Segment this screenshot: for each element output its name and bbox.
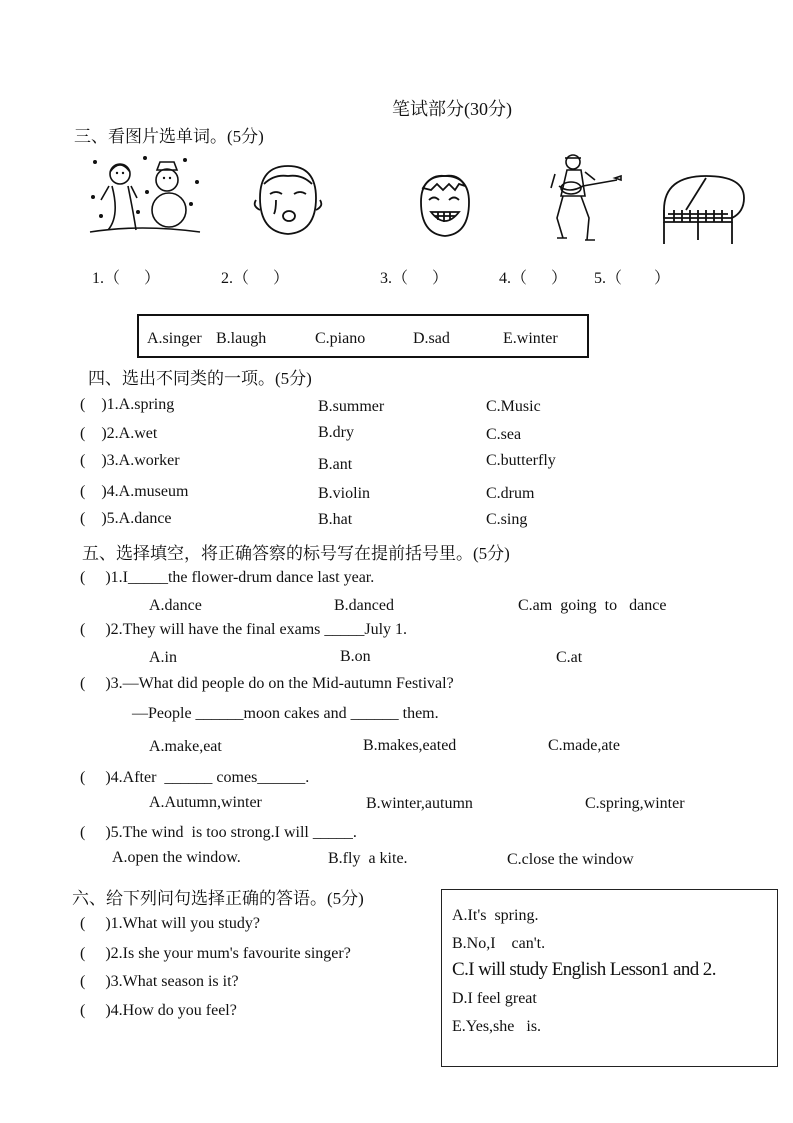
crying-face-picture (250, 160, 326, 240)
s4-row-3-c: C.butterfly (486, 452, 556, 469)
guitar-singer-picture (545, 152, 625, 252)
section-3-heading: 三、看图片选单词。(5分) (74, 127, 264, 146)
s5-q4-stem: ( )4.After ______ comes______. (80, 769, 310, 786)
laughing-face-picture (413, 172, 475, 242)
s5-q1-stem: ( )1.I_____the flower-drum dance last year. (80, 569, 375, 586)
s4-row-1-question: ( )1.A.spring (80, 396, 175, 413)
answer-blank-3[interactable]: 3.（ ） (380, 270, 449, 287)
option-c: C.piano (315, 330, 366, 347)
answer-blank-4[interactable]: 4.（ ） (499, 270, 568, 287)
s4-row-3-b: B.ant (318, 456, 353, 473)
s6-answer-e: E.Yes,she is. (452, 1018, 542, 1035)
s4-row-5-b: B.hat (318, 511, 353, 528)
s6-question-4: ( )4.How do you feel? (80, 1002, 237, 1019)
s5-q4-c: C.spring,winter (585, 795, 685, 812)
piano-picture (660, 170, 750, 250)
s5-q2-c: C.at (556, 649, 583, 666)
s4-row-3-question: ( )3.A.worker (80, 452, 180, 469)
s5-q3-stem: ( )3.—What did people do on the Mid-autumn Festival? (80, 675, 454, 692)
s6-answer-b: B.No,I can't. (452, 935, 546, 952)
s6-answer-d: D.I feel great (452, 990, 537, 1007)
s6-question-2: ( )2.Is she your mum's favourite singer? (80, 945, 351, 962)
s5-q5-c: C.close the window (507, 851, 634, 868)
s5-q2-b: B.on (340, 648, 371, 665)
s6-answer-c: C.I will study English Lesson1 and 2. (452, 959, 716, 980)
s4-row-4-c: C.drum (486, 485, 535, 502)
option-a: A.singer (147, 330, 202, 347)
s4-row-5-question: ( )5.A.dance (80, 510, 172, 527)
s5-q1-c: C.am going to dance (518, 597, 667, 614)
section-6-heading: 六、给下列问句选择正确的答语。(5分) (72, 889, 364, 908)
s5-q3-a: A.make,eat (149, 738, 222, 755)
s5-q3-b: B.makes,eated (363, 737, 457, 754)
s4-row-2-c: C.sea (486, 426, 522, 443)
s5-q5-stem: ( )5.The wind is too strong.I will _____. (80, 824, 357, 841)
s4-row-2-b: B.dry (318, 424, 354, 441)
s6-question-1: ( )1.What will you study? (80, 915, 260, 932)
s6-answer-a: A.It's spring. (452, 907, 539, 924)
page-title: 笔试部分(30分) (392, 99, 512, 119)
s6-question-3: ( )3.What season is it? (80, 973, 239, 990)
snowman-winter-picture (85, 152, 205, 242)
s5-q5-a: A.open the window. (112, 849, 241, 866)
s4-row-1-c: C.Music (486, 398, 541, 415)
s4-row-4-b: B.violin (318, 485, 371, 502)
s5-q3-stem2: —People ______moon cakes and ______ them. (132, 705, 439, 722)
s4-row-5-c: C.sing (486, 511, 528, 528)
s5-q2-stem: ( )2.They will have the final exams _____July 1. (80, 621, 408, 638)
s5-q3-c: C.made,ate (548, 737, 620, 754)
section-4-heading: 四、选出不同类的一项。(5分) (88, 369, 312, 388)
option-b: B.laugh (216, 330, 267, 347)
s5-q2-a: A.in (149, 649, 177, 666)
s5-q4-a: A.Autumn,winter (149, 794, 262, 811)
s4-row-1-b: B.summer (318, 398, 385, 415)
s5-q5-b: B.fly a kite. (328, 850, 408, 867)
s4-row-2-question: ( )2.A.wet (80, 425, 158, 442)
answer-blank-5[interactable]: 5.（ ） (594, 270, 671, 287)
answer-blank-2[interactable]: 2.（ ） (221, 270, 290, 287)
option-e: E.winter (503, 330, 558, 347)
s5-q1-a: A.dance (149, 597, 202, 614)
section-5-heading: 五、选择填空，将正确答察的标号写在提前括号里。(5分) (82, 544, 510, 563)
s4-row-4-question: ( )4.A.museum (80, 483, 189, 500)
option-d: D.sad (413, 330, 450, 347)
s5-q4-b: B.winter,autumn (366, 795, 473, 812)
s5-q1-b: B.danced (334, 597, 394, 614)
answer-blank-1[interactable]: 1.（ ） (92, 270, 161, 287)
